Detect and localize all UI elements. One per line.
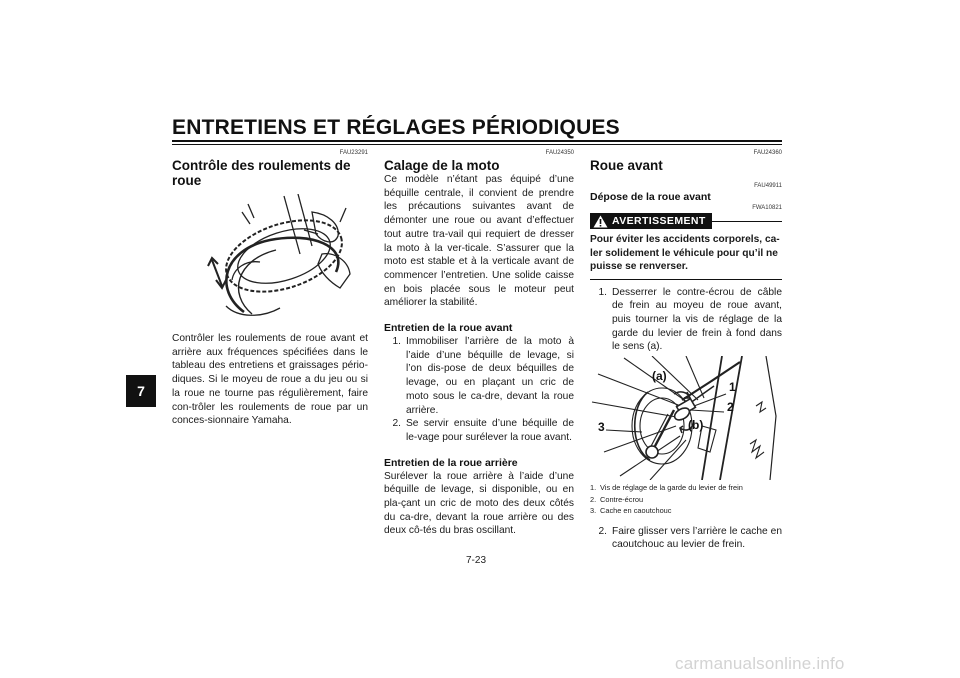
warning-rule — [712, 221, 782, 222]
figure-label-3: 3 — [598, 420, 605, 435]
step-number: 2. — [598, 525, 607, 537]
section-heading: Roue avant — [590, 158, 663, 173]
figure-label-2: 2 — [727, 400, 734, 415]
list-item — [590, 286, 782, 355]
step-text: Se servir ensuite d’une béquille de le-vage pour surélever la roue avant. — [406, 418, 574, 443]
figure-label-b: (b) — [688, 418, 704, 433]
warning-triangle-icon — [593, 215, 608, 228]
section-heading: Calage de la moto — [384, 158, 500, 173]
warning-text: Pour éviter les accidents corporels, ca-ler solidement le véhicule pour qu’il ne puisse se renverser. — [590, 234, 780, 272]
rear-service-text: Surélever la roue arrière à l’aide d’une béquille de levage, si disponible, ou en pla-çant un cric de moto des deux côtés du ca-dre, devant la roue arrière ou des deux cô-tés du bras oscillant. — [384, 470, 574, 537]
subsection-code: FAU49911 — [754, 183, 782, 189]
warning-end-rule — [590, 279, 782, 280]
page-title: ENTRETIENS ET RÉGLAGES PÉRIODIQUES — [172, 116, 620, 139]
list-item — [590, 525, 782, 552]
front-service-heading: Entretien de la roue avant — [384, 322, 513, 335]
figure-legend — [590, 482, 782, 517]
step-text: Desserrer le contre-écrou de câble de frein au moyeu de roue avant, puis tourner la vis de réglage de la garde du levier de frein à fond dans le sens (a). — [612, 286, 782, 353]
warning-label: AVERTISSEMENT — [612, 215, 706, 227]
legend-item: 3. Cache en caoutchouc — [590, 506, 672, 516]
rear-service-heading: Entretien de la roue arrière — [384, 456, 518, 469]
section-code: FAU24360 — [753, 150, 782, 156]
section-code: FAU24350 — [545, 150, 574, 156]
step-text: Faire glisser vers l’arrière le cache en caoutchouc au levier de frein. — [612, 525, 782, 551]
section-support-motorcycle — [384, 150, 574, 538]
warning-code: FWA10821 — [752, 205, 782, 211]
wheel-bearing-illustration — [172, 194, 368, 318]
step-text: Immobiliser l’arrière de la moto à l’aide d’une béquille de levage, si l’on dis-pose de deux béquilles de levage, ou en plaçant un cric de moto sous le ca-dre, devant la roue arrière. — [406, 336, 574, 416]
section-code: FAU23291 — [339, 150, 368, 156]
list-item — [384, 335, 574, 417]
section-heading: Contrôle des roulements de roue — [172, 158, 351, 188]
wheel-bearings-text: Contrôler les roulements de roue avant et arrière aux fréquences spécifiées dans le tableau des entretiens et graissages pério-diques. Si le moyeu de roue a du jeu ou si la roue ne tourne pas régulièrement, faire con-trôler les roulements de roue par un conces-sionnaire Yamaha. — [172, 333, 368, 427]
step-number: 1. — [392, 336, 401, 348]
front-hub-illustration — [590, 356, 782, 480]
warning-label-box — [590, 213, 712, 229]
removal-subheading: Dépose de la roue avant — [590, 191, 711, 203]
figure-label-1: 1 — [729, 380, 736, 395]
step-number: 1. — [598, 286, 607, 298]
title-divider — [172, 140, 782, 142]
warning-banner — [590, 213, 782, 229]
chapter-tab: 7 — [126, 375, 156, 407]
figure-label-a: (a) — [652, 369, 667, 384]
list-item — [384, 417, 574, 444]
support-intro-text: Ce modèle n’étant pas équipé d’une béquille centrale, il convient de prendre les précautions suivantes avant de démonter une roue ou avant d’effectuer tout autre tra-vail qui requiert de dresser la moto à la ver-ticale. S’assurer que la moto est stable et à la verticale avant de commencer l’entretien. Une solide caisse en bois placée sous le moteur peut améliorer la stabilité. — [384, 174, 574, 309]
legend-item: 1. Vis de réglage de la garde du levier de frein — [590, 483, 743, 493]
step-number: 2. — [392, 418, 401, 430]
page-number: 7-23 — [466, 555, 487, 566]
section-wheel-bearings — [172, 150, 368, 428]
title-divider-thin — [172, 144, 782, 145]
legend-item: 2. Contre-écrou — [590, 494, 644, 504]
watermark: carmanualsonline.info — [675, 654, 845, 673]
hub-drawing — [590, 356, 782, 480]
section-front-wheel — [590, 150, 782, 552]
